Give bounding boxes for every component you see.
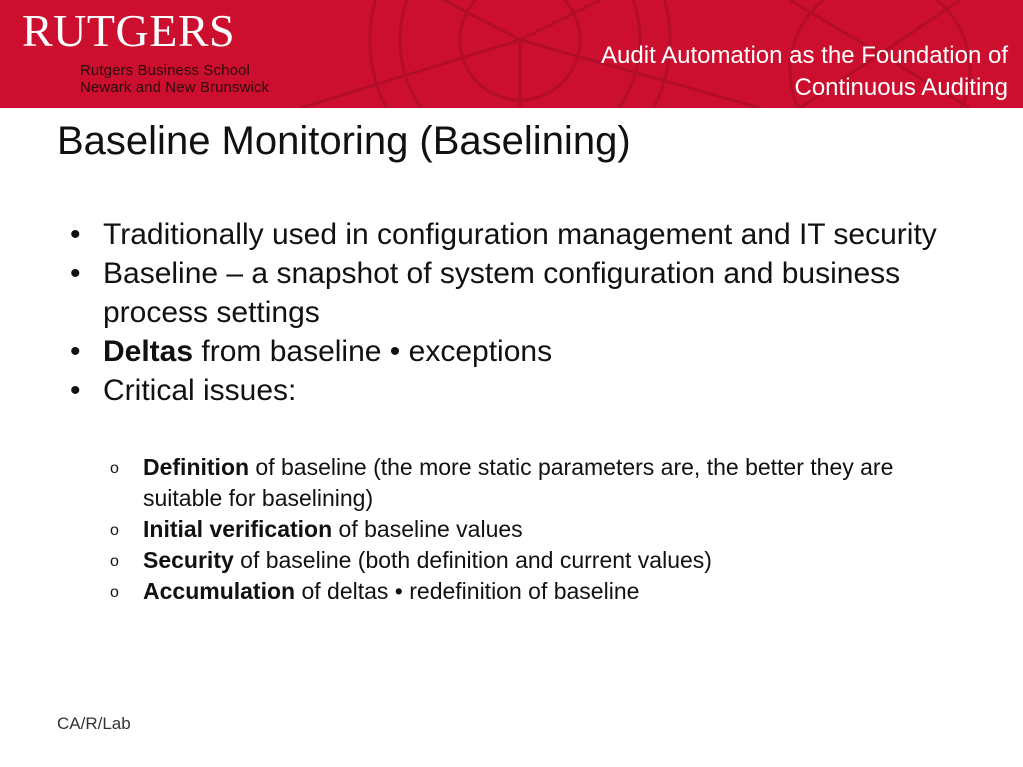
sub-bullet-marker: o	[110, 460, 119, 477]
bullet-marker: •	[70, 218, 81, 251]
sub-bullet-marker: o	[110, 584, 119, 601]
logo-wordmark: RUTGERS	[22, 5, 236, 56]
bullet-emphasis: Deltas	[103, 335, 194, 368]
presentation-title-line-1: Audit Automation as the Foundation of	[601, 42, 1008, 69]
logo-subtitle-line-1: Rutgers Business School	[80, 62, 250, 79]
sub-bullet-item	[70, 452, 970, 514]
bullet-text: Baseline – a snapshot of system configuration and business process settings	[103, 257, 901, 329]
bullet-list	[70, 215, 970, 410]
logo-subtitle	[80, 62, 269, 96]
sub-bullet-text: of baseline (both definition and current values)	[233, 547, 712, 573]
bullet-marker: •	[70, 374, 81, 407]
bullet-text: from baseline • exceptions	[193, 335, 553, 368]
bullet-text: Critical issues:	[103, 374, 297, 407]
bullet-text: Traditionally used in configuration management and IT security	[103, 218, 937, 251]
sub-bullet-marker: o	[110, 522, 119, 539]
sub-bullet-text: of baseline (the more static parameters are, the better they are suitable for baselining)	[143, 454, 894, 511]
sub-bullet-emphasis: Accumulation	[143, 578, 296, 604]
sub-bullet-item	[70, 514, 970, 545]
logo-subtitle-line-2: Newark and New Brunswick	[80, 79, 270, 96]
rutgers-logo[interactable]	[22, 5, 270, 96]
sub-bullet-text: of deltas • redefinition of baseline	[295, 578, 640, 604]
sub-bullet-item	[70, 576, 970, 607]
header-banner	[0, 0, 1023, 108]
bullet-item	[70, 371, 970, 410]
sub-bullet-emphasis: Definition	[143, 454, 250, 480]
bullet-item	[70, 215, 970, 254]
sub-bullet-item	[70, 545, 970, 576]
bullet-marker: •	[70, 257, 81, 290]
bullet-item	[70, 332, 970, 371]
bullet-item	[70, 254, 970, 332]
sub-bullet-emphasis: Initial verification	[143, 516, 333, 542]
presentation-title	[508, 40, 1008, 104]
presentation-title-line-2: Continuous Auditing	[794, 74, 1008, 101]
sub-bullet-text: of baseline values	[332, 516, 523, 542]
sub-bullet-list	[70, 452, 970, 607]
sub-bullet-emphasis: Security	[143, 547, 234, 573]
bullet-marker: •	[70, 335, 81, 368]
sub-bullet-marker: o	[110, 553, 119, 570]
slide-title: Baseline Monitoring (Baselining)	[57, 119, 631, 163]
footer-label: CA/R/Lab	[57, 714, 131, 733]
